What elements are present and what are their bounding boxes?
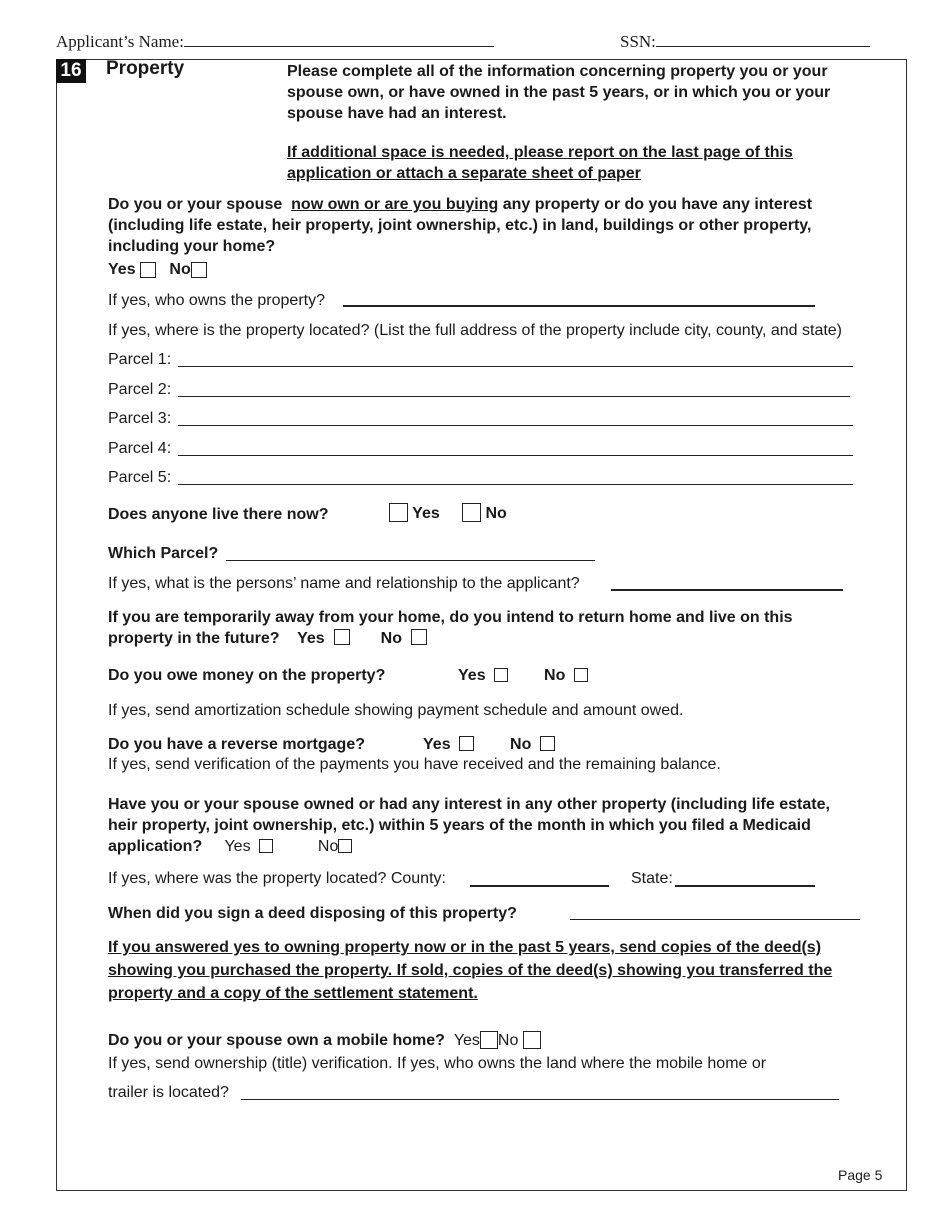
parcel-5-field[interactable] (178, 484, 853, 485)
mobile-home-row (108, 1030, 541, 1051)
reverse-yes-label: Yes (423, 736, 451, 753)
where-located-label: If yes, where is the property located? (List the full address of the property include city, county, and state) (108, 322, 843, 339)
parcel-4-field[interactable] (178, 455, 853, 456)
trailer-location-field[interactable] (241, 1099, 839, 1100)
live-there-label: Does anyone live there now? (108, 506, 329, 523)
mobile-no-label: No (497, 1032, 519, 1049)
other-property-text: Have you or your spouse owned or had any interest in any other property (including life estate, heir property, joint ownership, etc.) within 5 years of the month in which you filed a Medicaid application? (108, 796, 830, 855)
own-no-checkbox[interactable] (191, 262, 207, 278)
applicant-name-label: Applicant’s Name: (56, 32, 184, 51)
owe-yes-checkbox[interactable] (494, 668, 508, 682)
parcel-3-field[interactable] (178, 425, 853, 426)
owe-money-answer (458, 665, 588, 686)
other-property-question (108, 794, 848, 857)
mobile-yes-checkbox[interactable] (480, 1031, 498, 1049)
mobile-home-label: Do you or your spouse own a mobile home? (108, 1032, 445, 1049)
persons-name-field[interactable] (611, 589, 843, 591)
which-parcel-label: Which Parcel? (108, 545, 219, 562)
temp-no-label: No (380, 630, 402, 647)
amortization-note: If yes, send amortization schedule showing payment schedule and amount owed. (108, 702, 684, 719)
who-owns-label: If yes, who owns the property? (108, 292, 325, 309)
which-parcel-field[interactable] (226, 560, 595, 561)
applicant-name-field[interactable] (184, 46, 494, 47)
owe-money-label: Do you owe money on the property? (108, 667, 386, 684)
section-number: 16 (56, 59, 86, 83)
live-there-answer (389, 503, 507, 524)
other-yes-checkbox[interactable] (259, 839, 273, 853)
owe-yes-label: Yes (458, 667, 486, 684)
reverse-mortgage-label: Do you have a reverse mortgage? (108, 736, 365, 753)
own-property-question (108, 194, 868, 257)
own-prefix: Do you or your spouse (108, 196, 283, 213)
deed-notice: If you answered yes to owning property now or in the past 5 years, send copies of the deed(s) showing you purchased the property. If sold, copies of the deed(s) showing you transferred the property and a copy of the settlement statement. (108, 939, 833, 1002)
state-field[interactable] (675, 885, 815, 887)
live-yes-label: Yes (412, 505, 440, 522)
additional-space-note: If additional space is needed, please report on the last page of this application or attach a separate sheet of paper (287, 144, 793, 182)
live-yes-checkbox[interactable] (389, 503, 408, 522)
own-underlined: now own or are you buying (291, 196, 499, 213)
own-property-answer (108, 259, 207, 280)
other-no-checkbox[interactable] (338, 839, 352, 853)
mobile-yes-label: Yes (453, 1032, 480, 1049)
reverse-no-checkbox[interactable] (540, 736, 555, 751)
parcel-2-field[interactable] (178, 396, 850, 397)
section-intro: Please complete all of the information concerning property you or your spouse own, or have owned in the past 5 years, or in which you or your spouse have had an interest. (287, 63, 831, 122)
parcel-5-label: Parcel 5: (108, 469, 172, 486)
own-suffix: any property or do you have any interest (including life estate, heir property, joint ownership, etc.) in land, buildings or other property, including your home? (108, 196, 813, 255)
trailer-location-label: trailer is located? (108, 1084, 229, 1101)
live-no-checkbox[interactable] (462, 503, 481, 522)
parcel-1-label: Parcel 1: (108, 351, 172, 368)
county-field[interactable] (470, 885, 609, 887)
who-owns-field[interactable] (343, 305, 815, 307)
parcel-1-field[interactable] (178, 366, 853, 367)
owe-no-label: No (544, 667, 566, 684)
ssn-row (620, 32, 870, 52)
reverse-no-label: No (510, 736, 532, 753)
temp-away-question (108, 607, 858, 649)
ssn-label: SSN: (620, 32, 656, 51)
own-yes-checkbox[interactable] (140, 262, 156, 278)
own-no-label: No (169, 261, 191, 278)
page-number: Page 5 (838, 1167, 883, 1183)
persons-name-label: If yes, what is the persons’ name and relationship to the applicant? (108, 575, 580, 592)
live-no-label: No (485, 505, 507, 522)
temp-yes-label: Yes (297, 630, 325, 647)
where-was-county-label: If yes, where was the property located? County: (108, 870, 446, 887)
mobile-home-note: If yes, send ownership (title) verification. If yes, who owns the land where the mobile home or (108, 1055, 767, 1072)
reverse-mortgage-answer (423, 734, 555, 755)
temp-away-text: If you are temporarily away from your home, do you intend to return home and live on this property in the future? (108, 609, 793, 647)
ssn-field[interactable] (656, 46, 870, 47)
deed-sign-label: When did you sign a deed disposing of this property? (108, 905, 517, 922)
temp-yes-checkbox[interactable] (334, 629, 350, 645)
owe-no-checkbox[interactable] (574, 668, 588, 682)
own-yes-label: Yes (108, 261, 136, 278)
state-label: State: (631, 870, 673, 887)
other-yes-label: Yes (224, 838, 251, 855)
applicant-name-row (56, 32, 494, 52)
parcel-2-label: Parcel 2: (108, 381, 172, 398)
reverse-mortgage-note: If yes, send verification of the payments you have received and the remaining balance. (108, 756, 721, 773)
parcel-3-label: Parcel 3: (108, 410, 172, 427)
temp-no-checkbox[interactable] (411, 629, 427, 645)
parcel-4-label: Parcel 4: (108, 440, 172, 457)
other-no-label: No (317, 838, 339, 855)
mobile-no-checkbox[interactable] (523, 1031, 541, 1049)
reverse-yes-checkbox[interactable] (459, 736, 474, 751)
section-title: Property (106, 58, 185, 79)
deed-sign-field[interactable] (570, 919, 860, 920)
